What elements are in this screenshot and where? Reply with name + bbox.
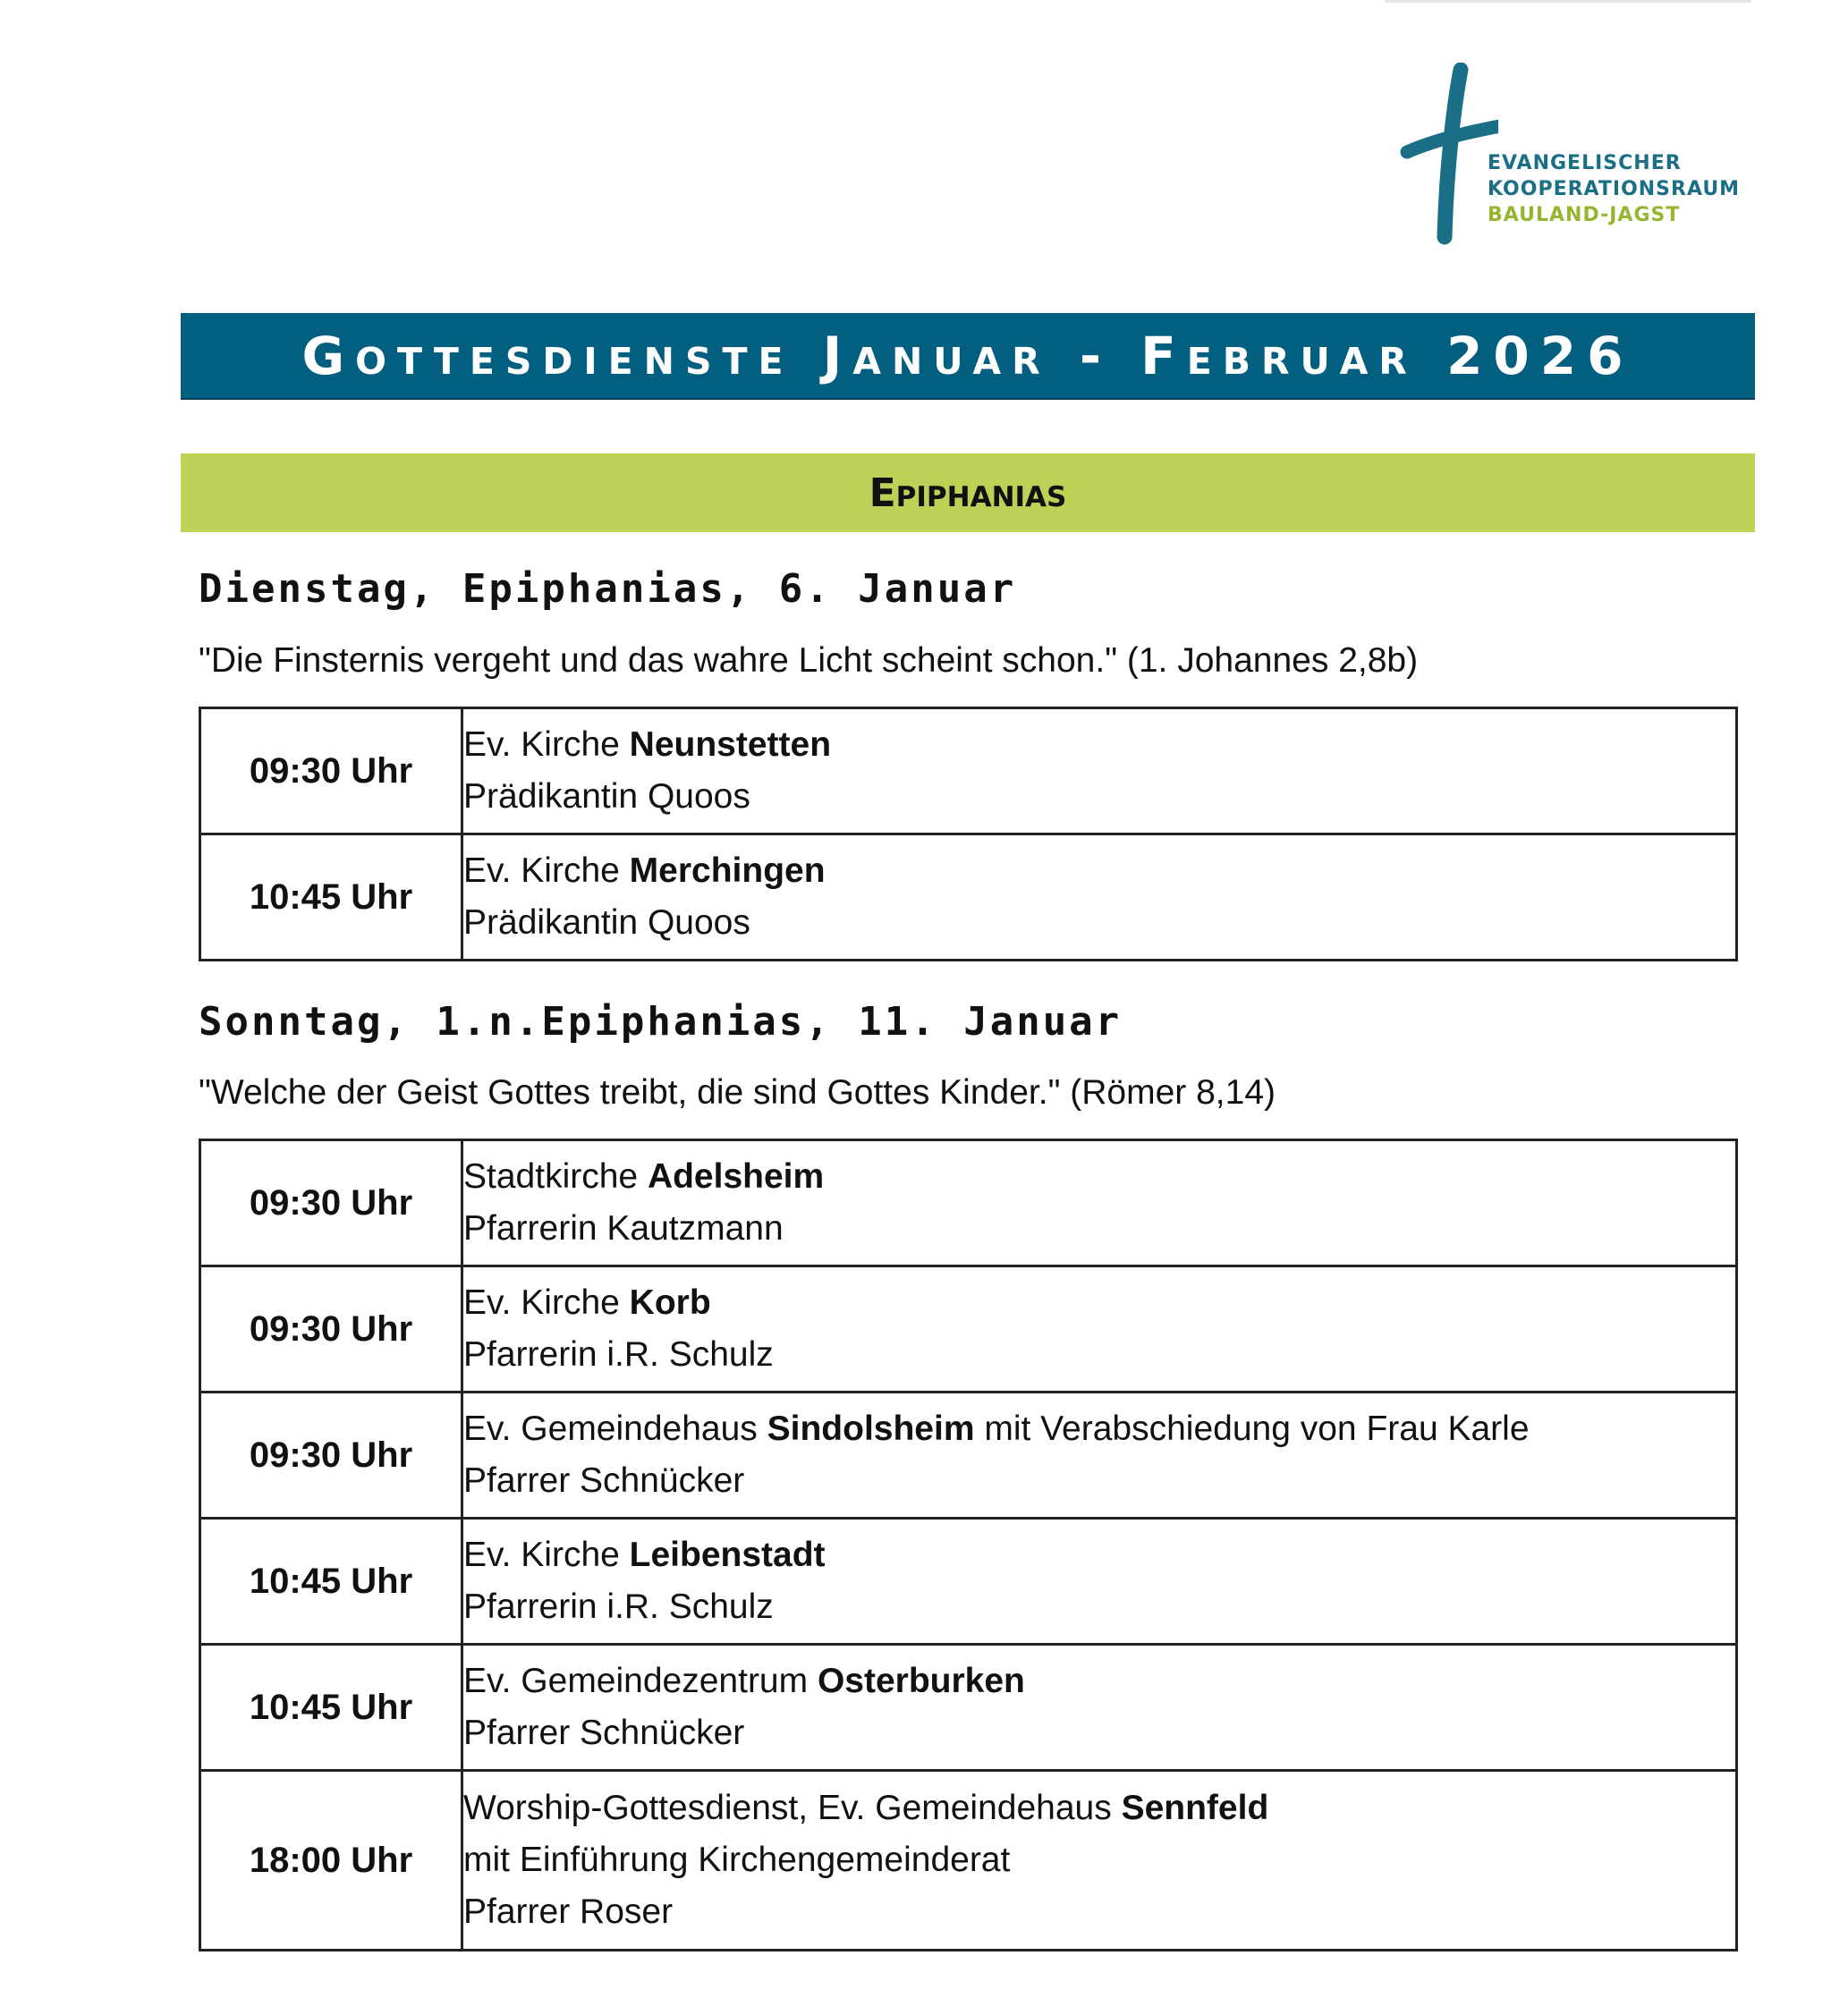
logo	[1400, 63, 1758, 246]
top-rule	[1385, 0, 1751, 3]
time-cell: 18:00 Uhr	[200, 1771, 462, 1951]
location-prefix: Ev. Kirche	[463, 851, 630, 890]
time-cell: 10:45 Uhr	[200, 1519, 462, 1645]
place-name: Merchingen	[629, 851, 826, 890]
detail-cell	[462, 834, 1737, 961]
location-line	[463, 845, 1735, 897]
officiant: Pfarrerin i.R. Schulz	[463, 1587, 774, 1626]
place-name: Osterburken	[817, 1662, 1025, 1700]
location-prefix: Ev. Gemeindehaus	[463, 1410, 767, 1448]
officiant: Prädikantin Quoos	[463, 777, 750, 816]
location-prefix: Ev. Kirche	[463, 725, 630, 764]
detail-cell	[462, 1645, 1737, 1771]
officiant: Pfarrer Roser	[463, 1892, 674, 1931]
officiant: Pfarrerin i.R. Schulz	[463, 1335, 774, 1374]
logo-line-1: EVANGELISCHER	[1488, 152, 1682, 174]
location-prefix: Worship-Gottesdienst, Ev. Gemeindehaus	[463, 1789, 1122, 1827]
table-row	[200, 1645, 1737, 1771]
place-name: Korb	[629, 1283, 711, 1322]
table-row	[200, 834, 1737, 961]
title-banner: Gottesdienste Januar - Februar 2026	[181, 313, 1755, 400]
location-prefix: Stadtkirche	[463, 1157, 648, 1196]
time-cell: 10:45 Uhr	[200, 1645, 462, 1771]
service-table	[199, 1139, 1738, 1952]
logo-line-3: BAULAND-JAGST	[1488, 204, 1681, 226]
table-row	[200, 1140, 1737, 1266]
table-row	[200, 1519, 1737, 1645]
place-name: Adelsheim	[647, 1157, 825, 1196]
officiant: Pfarrer Schnücker	[463, 1461, 745, 1500]
table-row	[200, 1771, 1737, 1951]
service-note: mit Einführung Kirchengemeinderat	[463, 1841, 1011, 1879]
table-row	[200, 708, 1737, 834]
detail-cell	[462, 1519, 1737, 1645]
location-prefix: Ev. Kirche	[463, 1536, 630, 1574]
detail-cell	[462, 1266, 1737, 1393]
location-line	[463, 1403, 1735, 1455]
officiant: Pfarrer Schnücker	[463, 1714, 745, 1752]
officiant: Prädikantin Quoos	[463, 903, 750, 942]
time-cell: 09:30 Uhr	[200, 1393, 462, 1519]
table-row	[200, 1266, 1737, 1393]
detail-cell	[462, 1140, 1737, 1266]
logo-line-2: KOOPERATIONSRAUM	[1488, 178, 1741, 200]
location-line	[463, 1277, 1735, 1329]
location-line	[463, 719, 1735, 771]
day-heading: Dienstag, Epiphanias, 6. Januar	[199, 566, 1017, 612]
verse: "Welche der Geist Gottes treibt, die sind Gottes Kinder." (Römer 8,14)	[199, 1073, 1276, 1112]
section-banner: Epiphanias	[181, 453, 1755, 532]
table-row	[200, 1393, 1737, 1519]
location-line	[463, 1529, 1735, 1581]
cross-icon	[1400, 63, 1498, 246]
day-heading: Sonntag, 1.n.Epiphanias, 11. Januar	[199, 999, 1123, 1045]
location-line	[463, 1782, 1735, 1834]
detail-cell	[462, 1393, 1737, 1519]
place-name: Sennfeld	[1121, 1789, 1269, 1827]
verse: "Die Finsternis vergeht und das wahre Licht scheint schon." (1. Johannes 2,8b)	[199, 641, 1419, 680]
time-cell: 09:30 Uhr	[200, 1266, 462, 1393]
service-table	[199, 707, 1738, 961]
location-line	[463, 1655, 1735, 1707]
detail-cell	[462, 708, 1737, 834]
time-cell: 09:30 Uhr	[200, 708, 462, 834]
officiant: Pfarrerin Kautzmann	[463, 1209, 784, 1248]
place-name: Sindolsheim	[767, 1410, 975, 1448]
time-cell: 09:30 Uhr	[200, 1140, 462, 1266]
place-name: Neunstetten	[629, 725, 832, 764]
detail-cell	[462, 1771, 1737, 1951]
place-name: Leibenstadt	[629, 1536, 826, 1574]
location-suffix: mit Verabschiedung von Frau Karle	[974, 1410, 1530, 1448]
logo-text	[1488, 150, 1740, 228]
time-cell: 10:45 Uhr	[200, 834, 462, 961]
location-prefix: Ev. Gemeindezentrum	[463, 1662, 818, 1700]
location-prefix: Ev. Kirche	[463, 1283, 630, 1322]
location-line	[463, 1151, 1735, 1203]
